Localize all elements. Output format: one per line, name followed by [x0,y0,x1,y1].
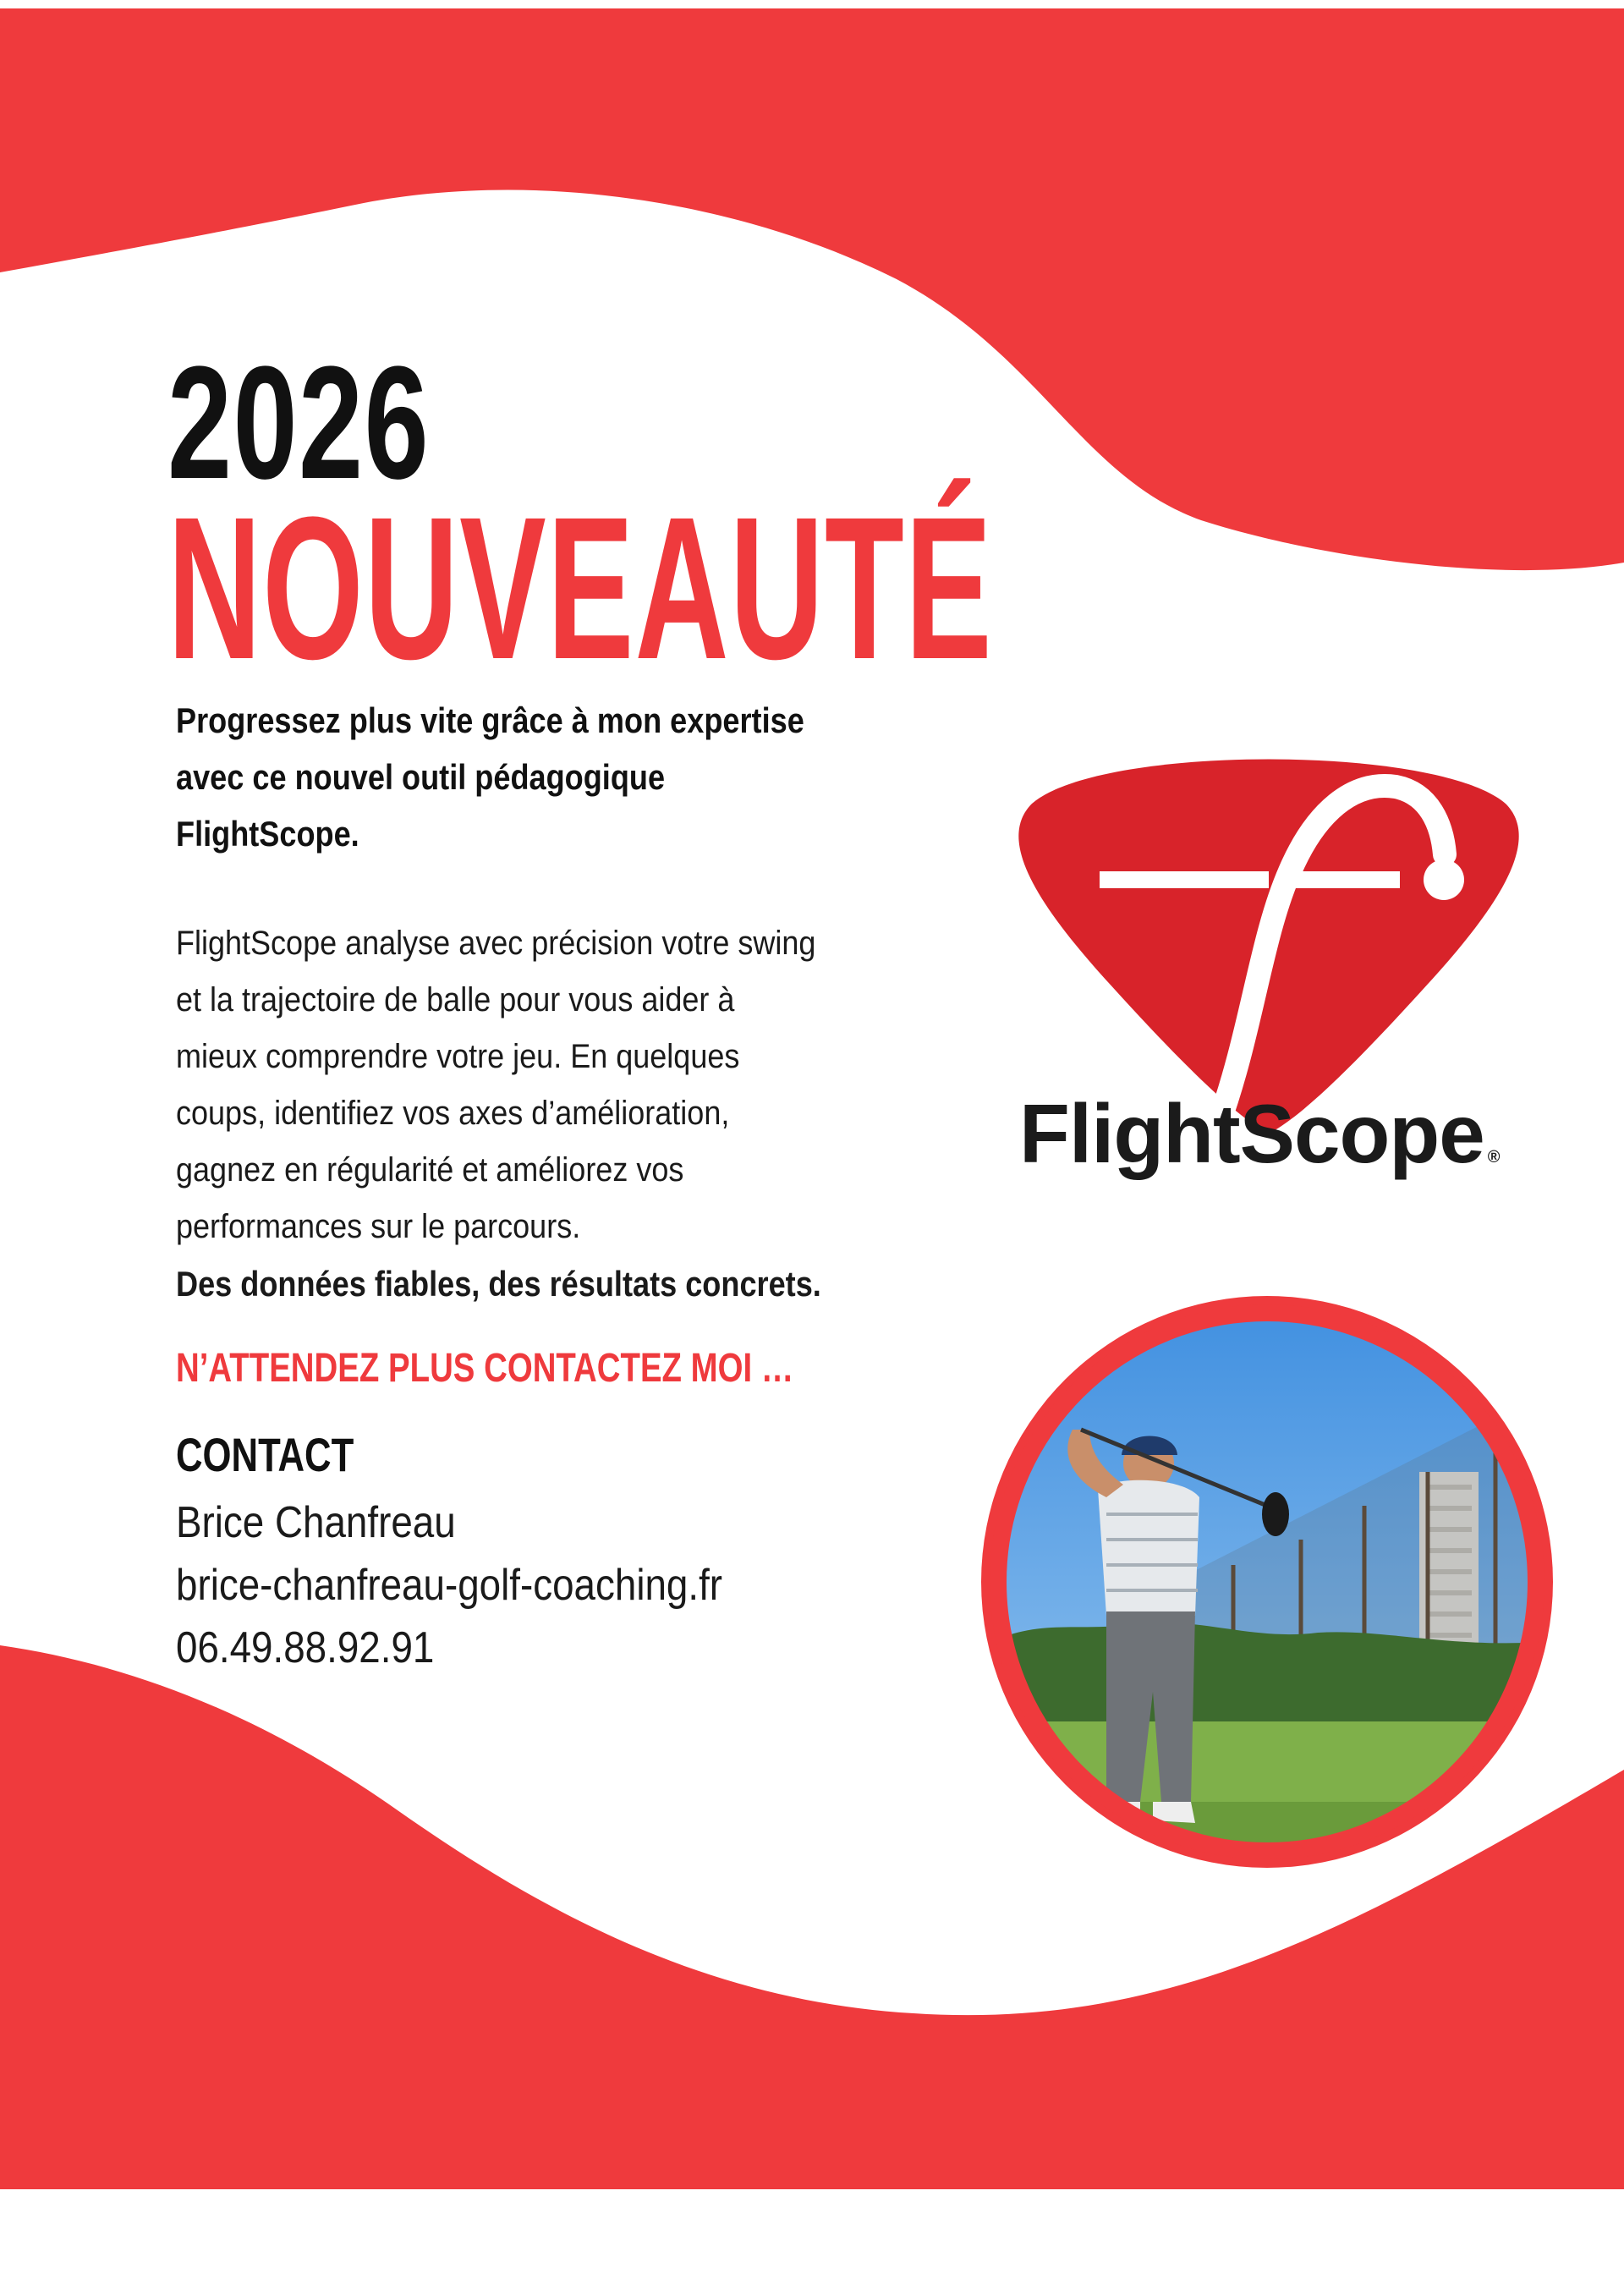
contact-phone[interactable]: 06.49.88.92.91 [176,1623,435,1672]
headline: NOUVEAUTÉ [167,475,993,701]
body-line: coups, identifiez vos axes d’amélioration, [176,1095,730,1132]
call-to-action: N’ATTENDEZ PLUS CONTACTEZ MOI … [176,1346,794,1391]
contact-title: CONTACT [176,1428,354,1481]
body-text [176,915,1022,1312]
intro-line: Progressez plus vite grâce à mon expertise [176,700,804,740]
body-line: et la trajectoire de balle pour vous aider à [176,981,735,1018]
intro-text [176,692,937,862]
body-line: FlightScope analyse avec précision votre swing [176,925,816,962]
year-heading: 2026 [167,333,431,513]
intro-line: avec ce nouvel outil pédagogique [176,757,666,797]
body-line: mieux comprendre votre jeu. En quelques [176,1038,740,1075]
contact-website[interactable]: brice-chanfreau-golf-coaching.fr [176,1561,723,1610]
contact-name: Brice Chanfreau [176,1498,456,1547]
body-line: performances sur le parcours. [176,1208,581,1245]
registered-mark: ® [1487,1148,1500,1167]
intro-line: FlightScope. [176,814,359,854]
tagline: Des données fiables, des résultats concrets. [176,1264,821,1304]
wordmark-text: FlightScope [1019,1087,1484,1180]
body-line: gagnez en régularité et améliorez vos [176,1151,684,1189]
flightscope-wordmark [1019,1087,1500,1180]
golfer-photo [979,1294,1555,1869]
